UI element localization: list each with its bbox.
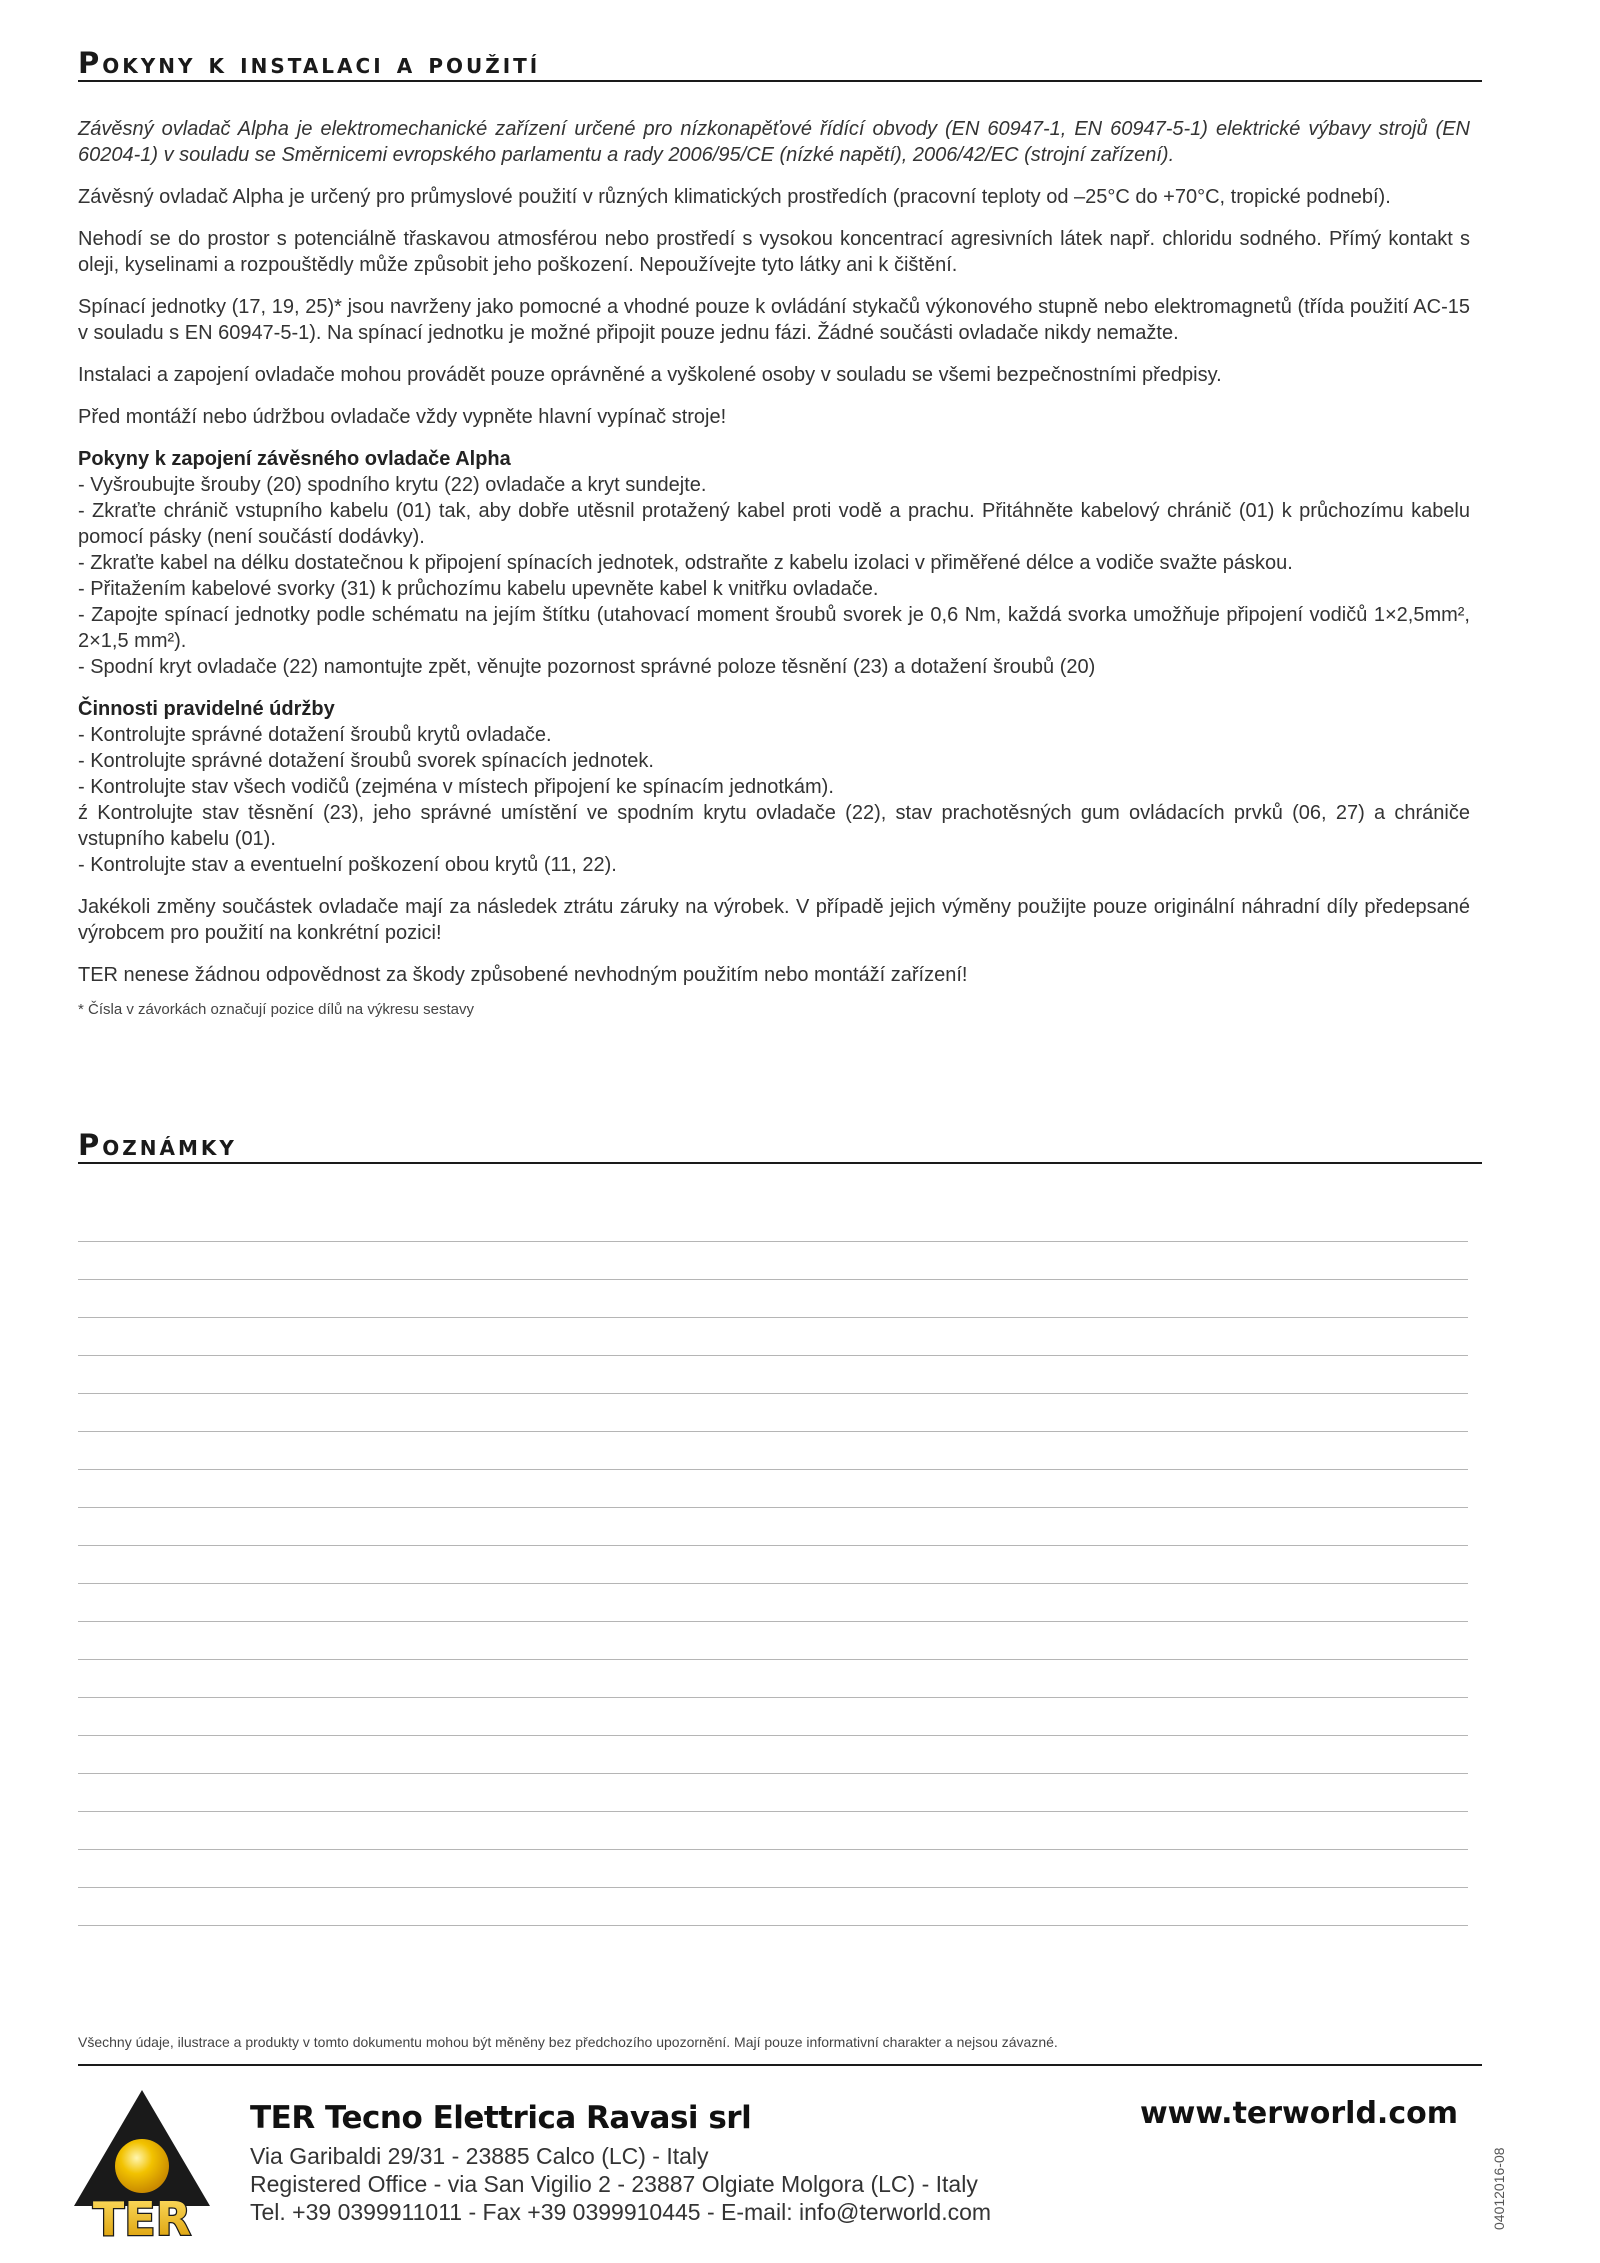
section-title-instructions: Pokyny k instalaci a použití <box>78 48 1482 82</box>
company-address: Via Garibaldi 29/31 - 23885 Calco (LC) - Italy <box>250 2143 709 2169</box>
logo-letters: TER <box>92 2192 192 2240</box>
company-name: TER Tecno Elettrica Ravasi srl <box>250 2100 752 2136</box>
ter-logo-icon <box>72 2088 212 2240</box>
note-line <box>78 1394 1468 1432</box>
list-item: - Kontrolujte správné dotažení šroubů krytů ovladače. <box>78 724 552 746</box>
note-line <box>78 1546 1468 1584</box>
registered-office: Registered Office - via San Vigilio 2 - 23887 Olgiate Molgora (LC) - Italy <box>250 2171 978 2197</box>
warranty-paragraph: Jakékoli změny součástek ovladače mají za následek ztrátu záruky na výrobek. V případě jejich výměny použijte pouze originální náhradní díly předepsané výrobcem pro použití na konkrétní pozici! <box>78 896 1470 944</box>
note-line <box>78 1318 1468 1356</box>
maintenance-heading: Činnosti pravidelné údržby <box>78 698 335 720</box>
note-line <box>78 1584 1468 1622</box>
note-line <box>78 1850 1468 1888</box>
note-line <box>78 1432 1468 1470</box>
ter-logo <box>72 2088 212 2240</box>
company-info <box>250 2100 1150 2226</box>
list-item: - Kontrolujte stav a eventuelní poškození obou krytů (11, 22). <box>78 854 617 876</box>
note-line <box>78 1204 1468 1242</box>
list-item: - Kontrolujte stav všech vodičů (zejména v místech připojení ke spínacím jednotkám). <box>78 776 834 798</box>
instructions-body <box>78 116 1470 1036</box>
note-line <box>78 1356 1468 1394</box>
note-line <box>78 1280 1468 1318</box>
maintenance-instructions <box>78 696 1470 878</box>
note-line <box>78 1812 1468 1850</box>
intro-paragraph: Závěsný ovladač Alpha je elektromechanické zařízení určené pro nízkonapěťové řídící obvody (EN 60947-1, EN 60947-5-1) elektrické výbavy strojů (EN 60204-1) v souladu se Směrnicemi evropského parlamentu a rady 2006/95/CE (nízké napětí), 2006/42/EC (strojní zařízení). <box>78 118 1470 166</box>
list-item: - Zkraťte chránič vstupního kabelu (01) tak, aby dobře utěsnil protažený kabel proti vodě a prachu. Přitáhněte kabelový chránič (01) k průchozímu kabelu pomocí pásky (není součástí dodávky). <box>78 500 1470 548</box>
notes-area <box>78 1204 1468 1926</box>
list-item: - Přitažením kabelové svorky (31) k průchozímu kabelu upevněte kabel k vnitřku ovladače. <box>78 578 879 600</box>
section-title-notes: Poznámky <box>78 1130 1482 1164</box>
wiring-heading: Pokyny k zapojení závěsného ovladače Alpha <box>78 448 511 470</box>
website-link[interactable]: www.terworld.com <box>1139 2096 1458 2131</box>
disclaimer: Všechny údaje, ilustrace a produkty v tomto dokumentu mohou být měněny bez předchozího upozornění. Mají pouze informativní charakter a nejsou závazné. <box>78 2034 1482 2066</box>
wiring-instructions <box>78 446 1470 680</box>
list-item: - Zkraťte kabel na délku dostatečnou k připojení spínacích jednotek, odstraňte z kabelu izolaci v přiměřené délce a vodiče svažte páskou. <box>78 552 1293 574</box>
paragraph: Před montáží nebo údržbou ovladače vždy vypněte hlavní vypínač stroje! <box>78 406 727 428</box>
note-line <box>78 1622 1468 1660</box>
note-line <box>78 1698 1468 1736</box>
note-line <box>78 1660 1468 1698</box>
list-item: - Kontrolujte správné dotažení šroubů svorek spínacích jednotek. <box>78 750 654 772</box>
paragraph: Závěsný ovladač Alpha je určený pro průmyslové použití v různých klimatických prostředích (pracovní teploty od –25°C do +70°C, tropické podnebí). <box>78 186 1391 208</box>
paragraph: Nehodí se do prostor s potenciálně třaskavou atmosférou nebo prostředí s vysokou koncentrací agresivních látek např. chloridu sodného. Přímý kontakt s oleji, kyselinami a rozpouštědly může způsobit jeho poškození. Nepoužívejte tyto látky ani k čištění. <box>78 228 1470 276</box>
list-item: - Vyšroubujte šrouby (20) spodního krytu (22) ovladače a kryt sundejte. <box>78 474 707 496</box>
footnote: * Čísla v závorkách označují pozice dílů na výkresu sestavy <box>78 1001 475 1018</box>
note-line <box>78 1242 1468 1280</box>
note-line <box>78 1888 1468 1926</box>
note-line <box>78 1508 1468 1546</box>
note-line <box>78 1736 1468 1774</box>
note-line <box>78 1470 1468 1508</box>
list-item: - Zapojte spínací jednotky podle schématu na jejím štítku (utahovací moment šroubů svorek je 0,6 Nm, každá svorka umožňuje připojení vodičů 1×2,5mm², 2×1,5 mm²). <box>78 604 1470 652</box>
paragraph: Spínací jednotky (17, 19, 25)* jsou navrženy jako pomocné a vhodné pouze k ovládání stykačů výkonového stupně nebo elektromagnetů (třída použití AC-15 v souladu s EN 60947-5-1). Na spínací jednotku je možné připojit pouze jednu fázi. Žádné součásti ovladače nikdy nemažte. <box>78 296 1470 344</box>
list-item: ź Kontrolujte stav těsnění (23), jeho správné umístění ve spodním krytu ovladače (22), stav prachotěsných gum ovládacích prvků (06, 27) a chrániče vstupního kabelu (01). <box>78 802 1470 850</box>
paragraph: Instalaci a zapojení ovladače mohou provádět pouze oprávněné a vyškolené osoby v souladu se všemi bezpečnostními předpisy. <box>78 364 1222 386</box>
contact-info: Tel. +39 0399911011 - Fax +39 0399910445 - E-mail: info@terworld.com <box>250 2199 992 2225</box>
liability-paragraph: TER nenese žádnou odpovědnost za škody způsobené nevhodným použitím nebo montáží zařízení! <box>78 964 968 986</box>
document-code: 04012016-08 <box>1491 2147 1507 2230</box>
note-line <box>78 1774 1468 1812</box>
list-item: - Spodní kryt ovladače (22) namontujte zpět, věnujte pozornost správné poloze těsnění (23) a dotažení šroubů (20) <box>78 656 1096 678</box>
